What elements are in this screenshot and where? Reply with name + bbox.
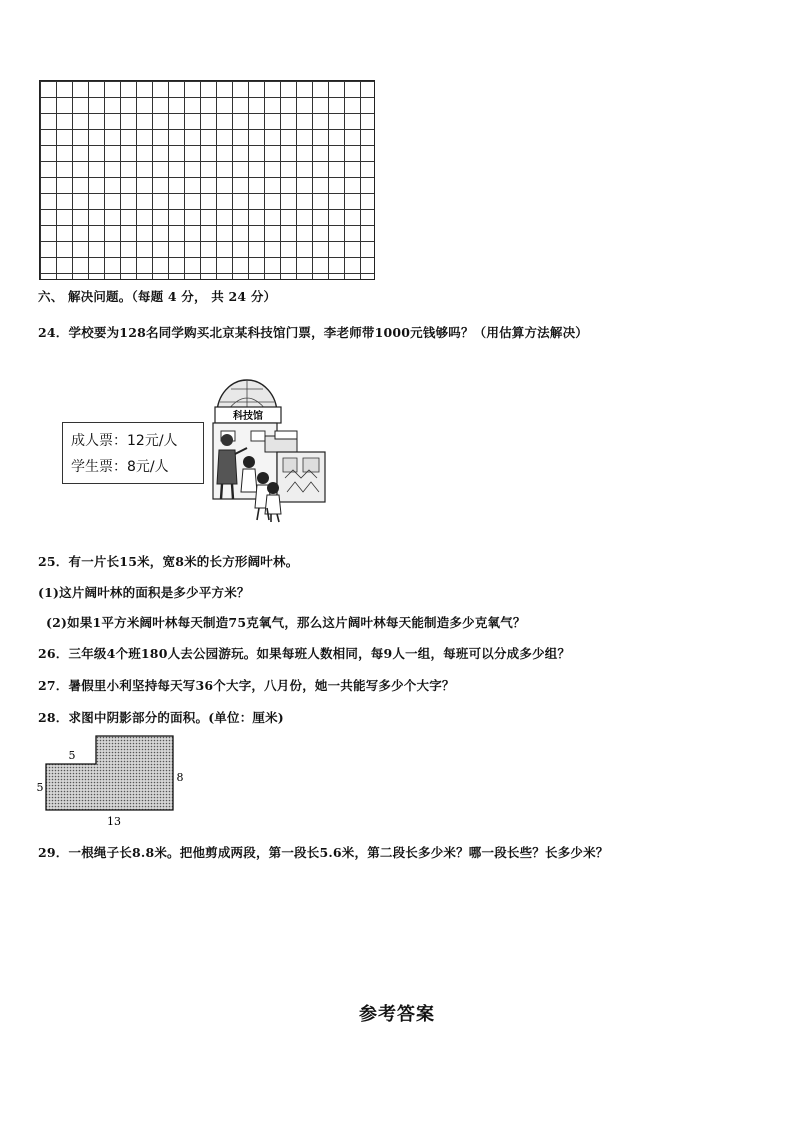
label-left-5: 5 [36,781,44,794]
adult-ticket-price: 成人票：12元/人 [71,433,178,449]
question-25: 25．有一片长15米，宽8米的长方形阔叶林。 [38,554,299,569]
question-27: 27．暑假里小利坚持每天写36个大字，八月份，她一共能写多少个大字？ [38,678,455,693]
shaded-area-figure [30,730,200,830]
question-28: 28．求图中阴影部分的面积。(单位：厘米) [38,710,284,725]
science-museum-illustration [205,374,333,524]
label-top-5: 5 [68,749,76,762]
answer-key-title: 参考答案 [359,1004,435,1025]
answer-grid [39,80,375,280]
question-29: 29．一根绳子长8.8米。把他剪成两段，第一段长5.6米，第二段长多少米？哪一段长些？长多少米？ [38,845,609,860]
question-25-part-2: (2)如果1平方米阔叶林每天制造75克氧气，那么这片阔叶林每天能制造多少克氧气？ [46,615,526,630]
section-heading: 六、 解决问题。（每题 4 分， 共 24 分） [38,289,277,304]
ticket-price-box [62,422,204,484]
label-right-8: 8 [176,771,184,784]
building-sign: 科技馆 [233,411,263,422]
shaded-region [46,736,173,810]
student-ticket-price: 学生票：8元/人 [71,459,169,475]
label-bottom-13: 13 [107,815,121,828]
question-25-part-1: (1)这片阔叶林的面积是多少平方米？ [38,585,250,600]
question-24: 24．学校要为128名同学购买北京某科技馆门票，李老师带1000元钱够吗？（用估算方法解决） [38,325,588,340]
question-26: 26．三年级4个班180人去公园游玩。如果每班人数相同，每9人一组，每班可以分成多少组？ [38,646,571,661]
